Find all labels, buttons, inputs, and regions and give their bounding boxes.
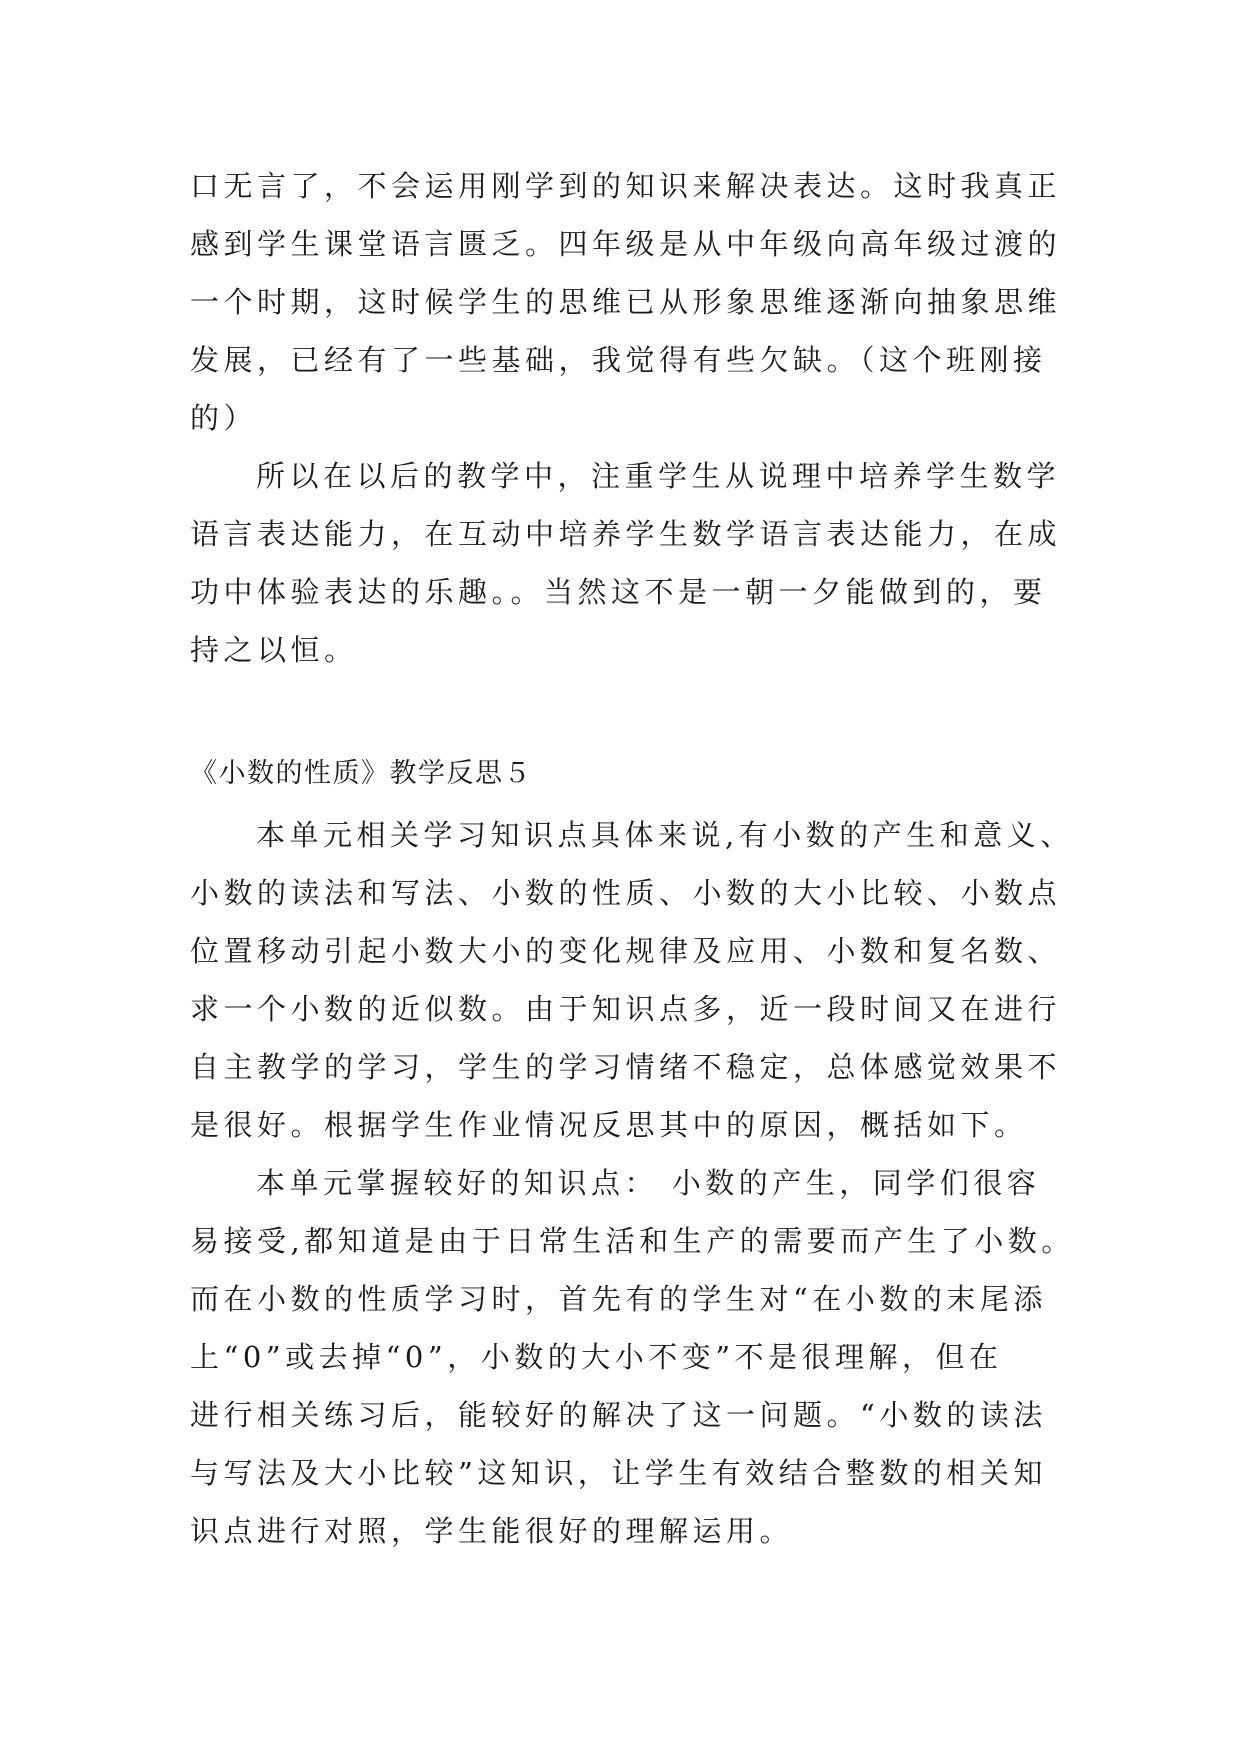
paragraph-3 bbox=[190, 806, 1074, 1154]
text-line: 发展，已经有了一些基础，我觉得有些欠缺。（这个班刚接 bbox=[190, 343, 1047, 377]
text-line: 所以在以后的教学中，注重学生从说理中培养学生数学 bbox=[256, 459, 1061, 493]
text-line: 的） bbox=[190, 401, 258, 435]
text-line: 与写法及大小比较”这知识，让学生有效结合整数的相关知 bbox=[190, 1456, 1047, 1490]
text-line: 求一个小数的近似数。由于知识点多，近一段时间又在进行 bbox=[190, 992, 1062, 1026]
paragraph-4 bbox=[190, 1154, 1075, 1560]
text-line: 是很好。根据学生作业情况反思其中的原因，概括如下。 bbox=[190, 1108, 1028, 1142]
section-title: 《小数的性质》教学反思５ bbox=[190, 758, 532, 789]
text-line: 本单元相关学习知识点具体来说,有小数的产生和意义、 bbox=[256, 818, 1074, 852]
text-line: 易接受,都知道是由于日常生活和生产的需要而产生了小数。 bbox=[190, 1224, 1075, 1258]
text-line: 持之以恒。 bbox=[190, 633, 358, 667]
text-line: 本单元掌握较好的知识点： 小数的产生，同学们很容 bbox=[256, 1166, 1041, 1200]
text-line: 语言表达能力，在互动中培养学生数学语言表达能力，在成 bbox=[190, 517, 1062, 551]
paragraph-1 bbox=[190, 157, 1060, 447]
text-line: 感到学生课堂语言匮乏。四年级是从中年级向高年级过渡的 bbox=[190, 227, 1062, 261]
text-line: 自主教学的学习，学生的学习情绪不稳定，总体感觉效果不 bbox=[190, 1050, 1062, 1084]
text-line: 上“0”或去掉“0”，小数的大小不变”不是很理解，但在 bbox=[190, 1340, 1003, 1374]
text-line: 口无言了，不会运用刚学到的知识来解决表达。这时我真正 bbox=[190, 169, 1062, 203]
text-line: 一个时期，这时候学生的思维已从形象思维逐渐向抽象思维 bbox=[190, 285, 1062, 319]
text-line: 功中体验表达的乐趣。。当然这不是一朝一夕能做到的，要 bbox=[190, 575, 1047, 609]
paragraph-2 bbox=[190, 447, 1060, 679]
text-line: 小数的读法和写法、小数的性质、小数的大小比较、小数点 bbox=[190, 876, 1062, 910]
text-line: 位置移动引起小数大小的变化规律及应用、小数和复名数、 bbox=[190, 934, 1062, 968]
text-line: 而在小数的性质学习时，首先有的学生对“在小数的末尾添 bbox=[190, 1282, 1047, 1316]
text-line: 进行相关练习后，能较好的解决了这一问题。“小数的读法 bbox=[190, 1398, 1047, 1432]
section-heading-block bbox=[190, 745, 1060, 803]
text-line: 识点进行对照，学生能很好的理解运用。 bbox=[190, 1514, 794, 1548]
